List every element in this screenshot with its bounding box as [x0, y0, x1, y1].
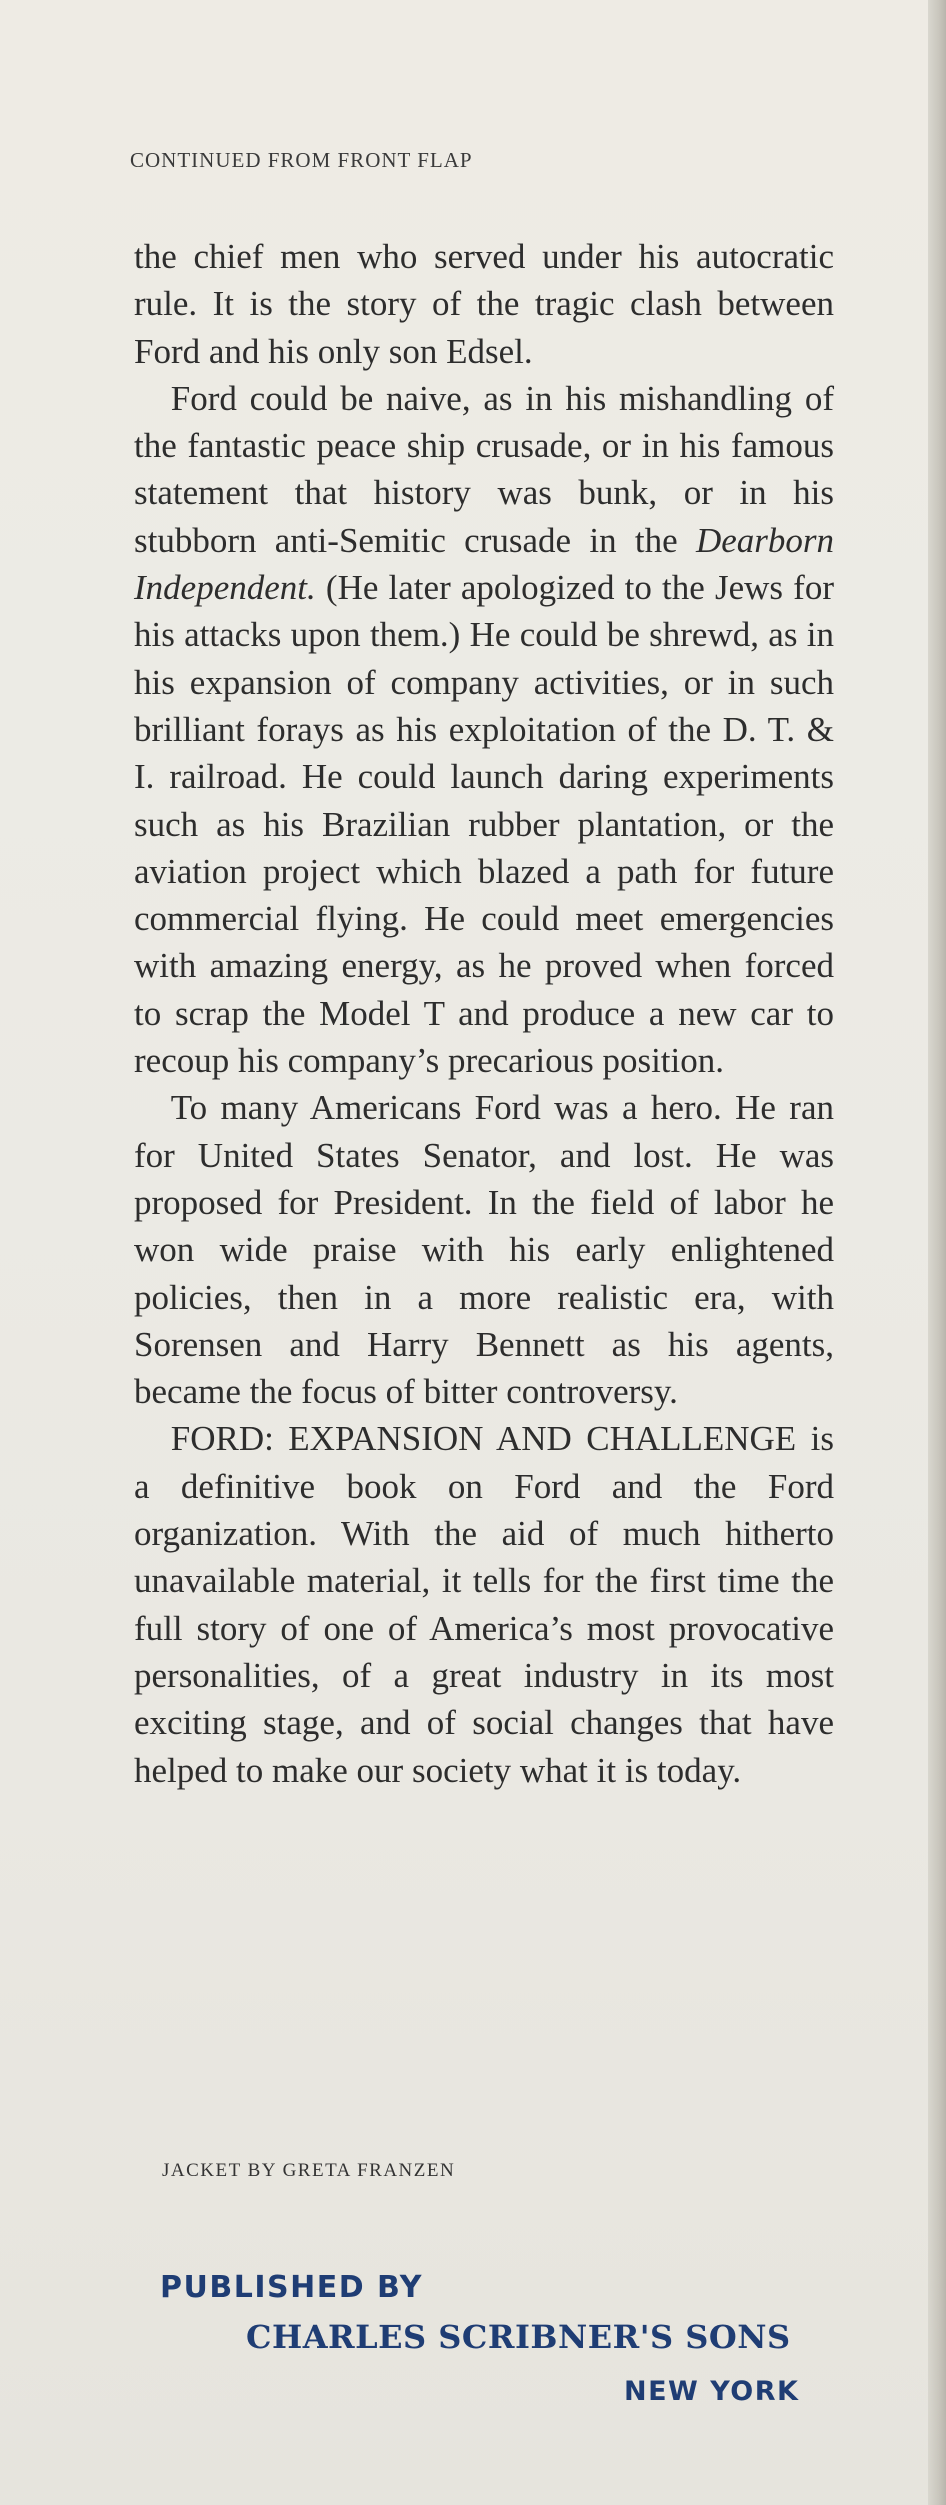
- paragraph-3: To many Americans Ford was a hero. He ran for United States Senator, and lost. He was proposed for President. In the field of labor he won wide praise with his early enlightened policies, then in a more realistic era, with Sorensen and Harry Bennett as his agents, became the focus of bitter controversy.: [134, 1088, 834, 1412]
- publisher-name: CHARLES SCRIBNER'S SONS: [246, 2318, 791, 2356]
- paragraph-2-start: Ford could be naive, as in his mishandling of the fantastic peace ship crusade, or in his famous statement that history was bunk, or in his stubborn anti-Semitic crusade in the: [134, 378, 834, 560]
- paragraph-2-end: (He later apologized to the Jews for his attacks upon them.) He could be shrewd, as in his expansion of company activities, or in such brilliant forays as his exploitation of the D. T. & I. railroad. He could launch daring experiments such as his Brazilian rubber plantation, or the aviation project which blazed a path for future commercial flying. He could meet emergencies with amazing energy, as he proved when forced to scrap the Model T and produce a new car to recoup his company’s precarious position.: [134, 568, 834, 1081]
- paragraph-4: FORD: EXPANSION AND CHALLENGE is a definitive book on Ford and the Ford organization. With the aid of much hitherto unavailable material, it tells for the first time the full story of one of America’s most provocative personalities, of a great industry in its most exciting stage, and of social changes that have helped to make our society what it is today.: [134, 1419, 834, 1790]
- page-edge: [928, 0, 946, 2505]
- paragraph-1: the chief men who served under his autocratic rule. It is the story of the tragic clash between Ford and his only son Edsel.: [134, 237, 834, 371]
- publisher-city: NEW YORK: [624, 2376, 800, 2407]
- continued-header: CONTINUED FROM FRONT FLAP: [130, 148, 473, 172]
- published-by-label: PUBLISHED BY: [160, 2270, 423, 2305]
- dearborn-independent-title: Dearborn Independent.: [134, 520, 834, 608]
- flap-body-text: [134, 233, 834, 1794]
- paragraph-2: [134, 375, 834, 1084]
- jacket-credit: JACKET BY GRETA FRANZEN: [162, 2160, 456, 2181]
